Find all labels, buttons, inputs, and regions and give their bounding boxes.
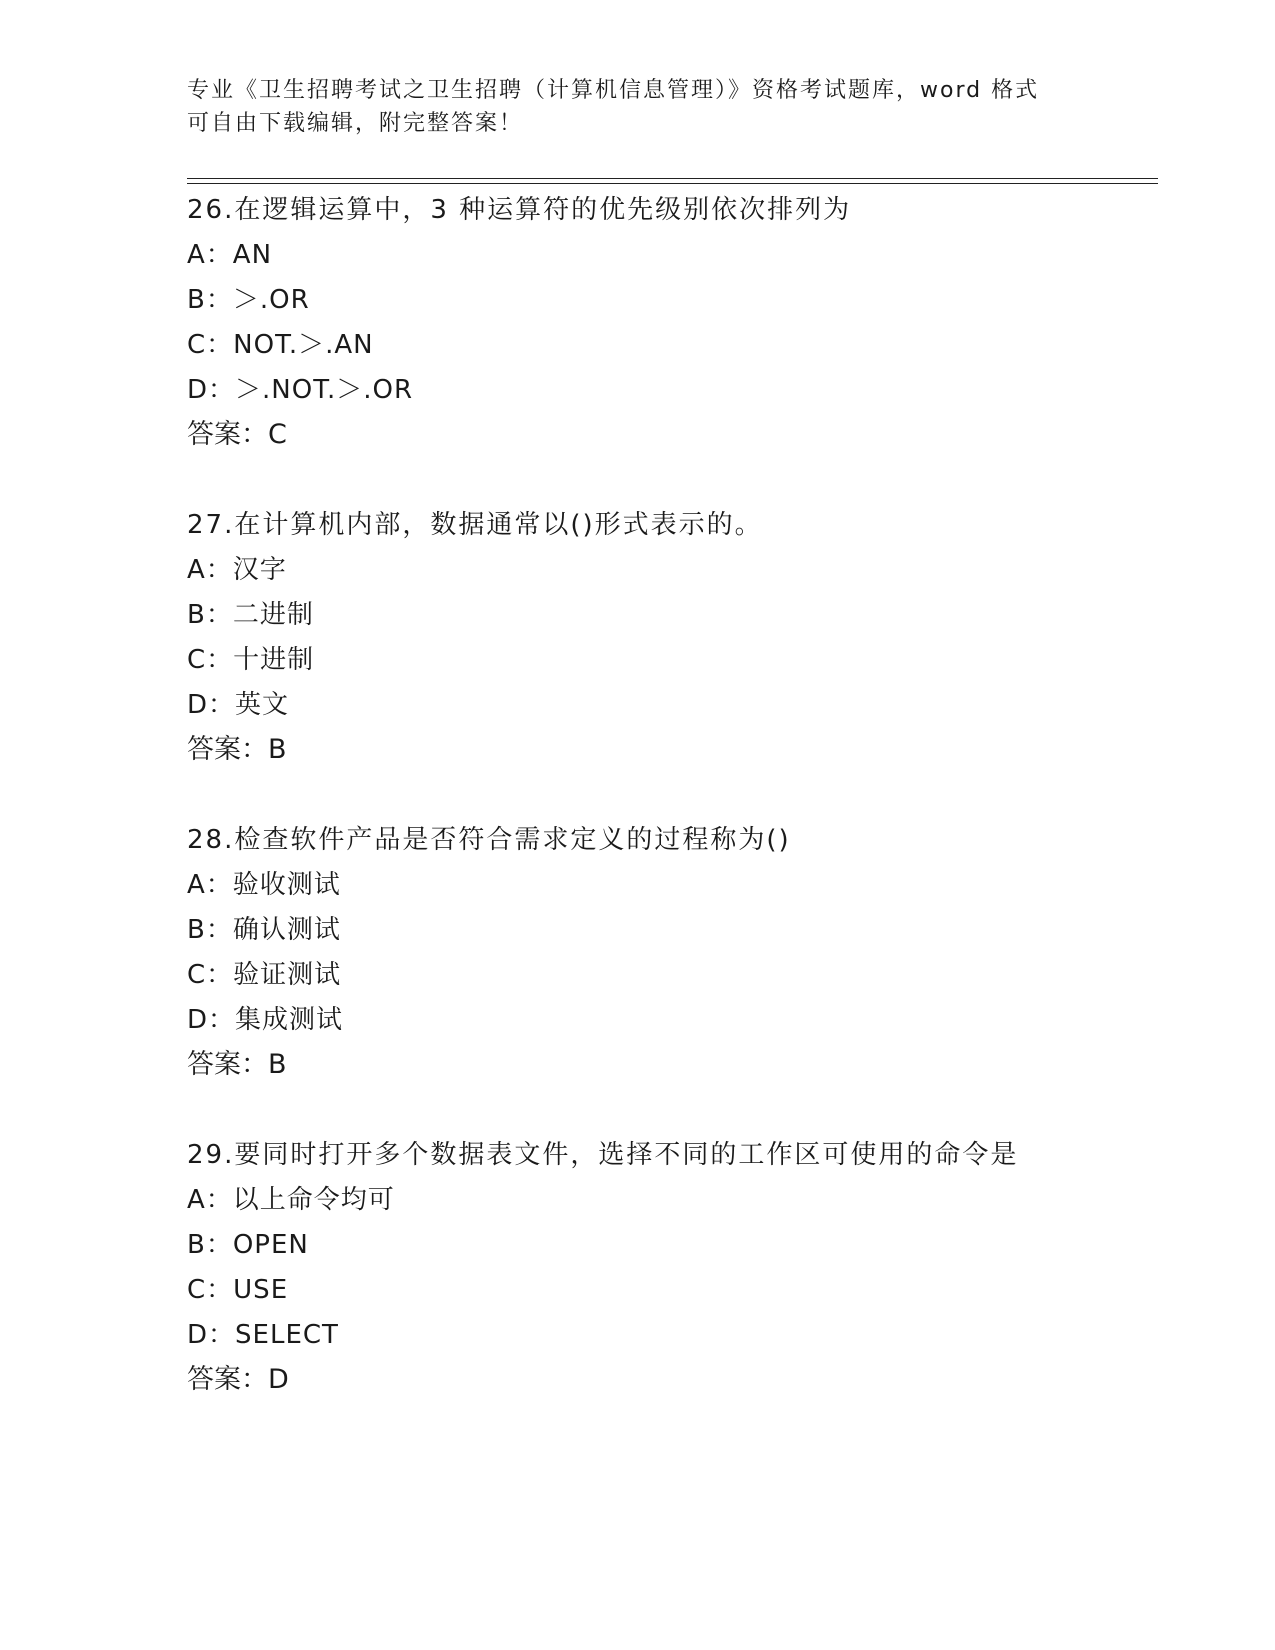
option-a: A：验收测试 <box>187 870 341 900</box>
question-stem: 29.要同时打开多个数据表文件，选择不同的工作区可使用的命令是 <box>187 1140 1019 1170</box>
option-b: B：＞.OR <box>187 285 310 315</box>
answer-line: 答案：D <box>187 1364 289 1395</box>
option-d: D：＞.NOT.＞.OR <box>187 375 414 405</box>
option-a: A：以上命令均可 <box>187 1185 395 1215</box>
option-b: B：OPEN <box>187 1230 309 1260</box>
option-a: A：汉字 <box>187 555 287 585</box>
question-stem: 28.检查软件产品是否符合需求定义的过程称为() <box>187 825 791 855</box>
document-header <box>187 74 1087 140</box>
option-c: C：十进制 <box>187 645 315 675</box>
option-d: D：SELECT <box>187 1320 339 1350</box>
answer-line: 答案：B <box>187 1049 287 1080</box>
divider-rule <box>187 178 1158 179</box>
divider-rule <box>187 183 1158 184</box>
question-stem: 27.在计算机内部，数据通常以()形式表示的。 <box>187 510 763 540</box>
option-c: C：USE <box>187 1275 289 1305</box>
option-a: A：AN <box>187 240 273 270</box>
header-line-2: 可自由下载编辑，附完整答案！ <box>187 111 524 136</box>
option-c: C：NOT.＞.AN <box>187 330 374 360</box>
option-c: C：验证测试 <box>187 960 342 990</box>
header-line-1: 专业《卫生招聘考试之卫生招聘（计算机信息管理）》资格考试题库，word 格式 <box>187 78 1040 103</box>
option-d: D：集成测试 <box>187 1005 344 1035</box>
option-b: B：二进制 <box>187 600 314 630</box>
answer-line: 答案：C <box>187 419 287 450</box>
answer-line: 答案：B <box>187 734 287 765</box>
option-b: B：确认测试 <box>187 915 341 945</box>
question-stem: 26.在逻辑运算中，3 种运算符的优先级别依次排列为 <box>187 195 852 225</box>
option-d: D：英文 <box>187 690 290 720</box>
